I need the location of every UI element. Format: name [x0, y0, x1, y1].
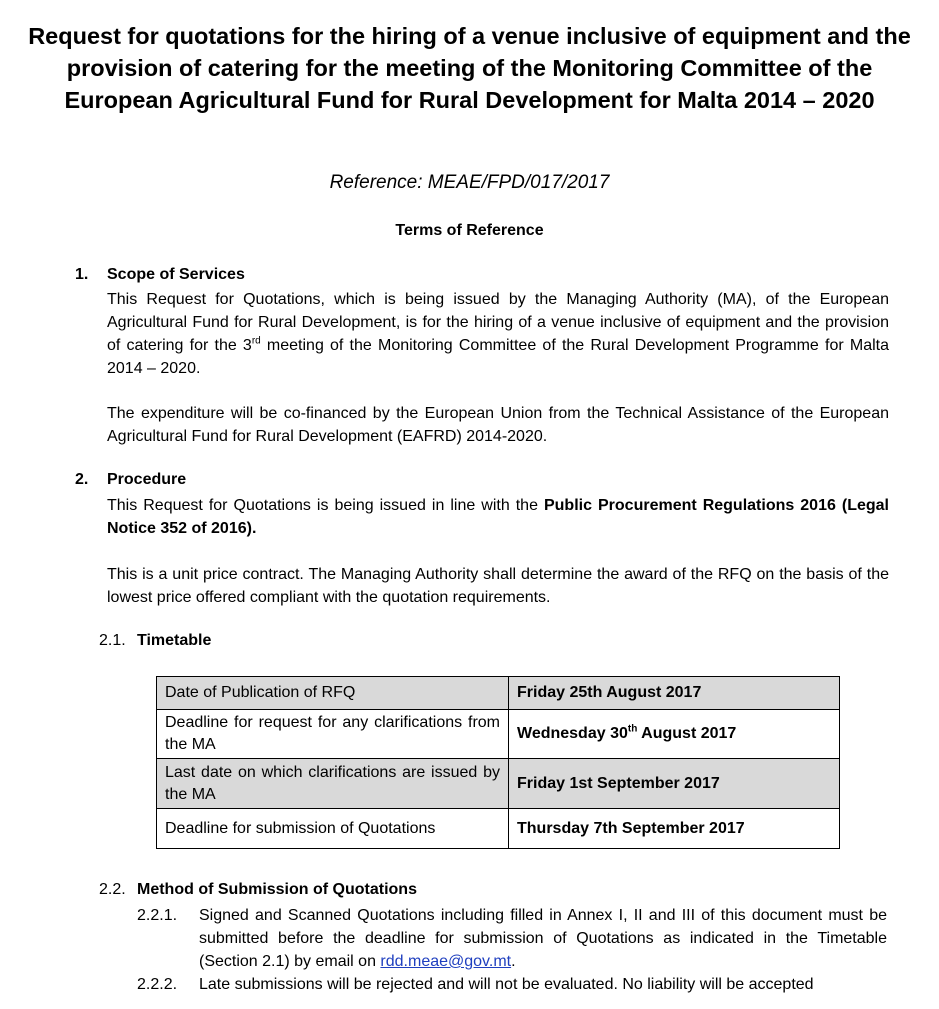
section-1-paragraph-2: The expenditure will be co-financed by the European Union from the Technical Assistance of the European Agricultural Fund for Rural Development (EAFRD) 2014-2020.: [107, 405, 889, 445]
timetable-date: Friday 25th August 2017: [509, 677, 840, 710]
item-number: 2.2.2.: [137, 976, 178, 993]
table-row: [157, 677, 840, 710]
timetable-label: Deadline for request for any clarifications from the MA: [157, 710, 509, 759]
reference-number: Reference: MEAE/FPD/017/2017: [329, 172, 610, 193]
subsection-2-2-heading: 2.2. Method of Submission of Quotations: [99, 881, 417, 898]
section-1-heading: [75, 266, 245, 284]
timetable-table: [156, 676, 840, 849]
table-row: [157, 710, 840, 759]
timetable-label: Date of Publication of RFQ: [157, 677, 509, 710]
regulation-reference: Public Procurement Regulations 2016 (Legal Notice 352 of 2016).: [107, 497, 889, 537]
timetable-date: Wednesday 30th August 2017: [509, 710, 840, 759]
item-text: Signed and Scanned Quotations including filled in Annex I, II and III of this document must be submitted before the deadline for submission of Quotations as indicated in the Timetable (Section 2.1) by email on rdd.meae@gov.mt.: [199, 907, 887, 970]
list-item: [137, 973, 887, 996]
section-2-number: 2.: [75, 471, 89, 488]
timetable-label: Last date on which clarifications are issued by the MA: [157, 759, 509, 809]
item-number: 2.2.1.: [137, 907, 178, 924]
document-title: Request for quotations for the hiring of a venue inclusive of equipment and the provision of catering for the meeting of the Monitoring Committee of the European Agricultural Fund for Rural Development for Malta 2014 – 2020: [28, 23, 911, 113]
subsection-2-1-heading: 2.1. Timetable: [99, 632, 212, 649]
table-row: [157, 809, 840, 849]
section-2-title: Procedure: [107, 471, 187, 488]
timetable-label: Deadline for submission of Quotations: [157, 809, 509, 849]
item-text: Late submissions will be rejected and will not be evaluated. No liability will be accepted: [199, 976, 814, 993]
timetable-date: Thursday 7th September 2017: [509, 809, 840, 849]
email-link[interactable]: rdd.meae@gov.mt: [380, 953, 512, 970]
list-item: [137, 904, 887, 973]
section-2-paragraph-1: This Request for Quotations is being issued in line with the Public Procurement Regulations 2016 (Legal Notice 352 of 2016).: [107, 497, 889, 537]
timetable-date: Friday 1st September 2017: [509, 759, 840, 809]
section-1-number: 1.: [75, 266, 89, 283]
section-2-heading: [75, 471, 187, 489]
section-2-paragraph-2: This is a unit price contract. The Managing Authority shall determine the award of the RFQ on the basis of the lowest price offered compliant with the quotation requirements.: [107, 566, 889, 606]
terms-of-reference-heading: Terms of Reference: [395, 222, 544, 239]
section-1-title: Scope of Services: [107, 266, 245, 283]
section-1-paragraph-1: This Request for Quotations, which is being issued by the Managing Authority (MA), of the European Agricultural Fund for Rural Development, is for the hiring of a venue inclusive of equipment and the provision of catering for the 3rd meeting of the Monitoring Committee of the Rural Development Programme for Malta 2014 – 2020.: [107, 291, 890, 377]
table-row: [157, 759, 840, 809]
